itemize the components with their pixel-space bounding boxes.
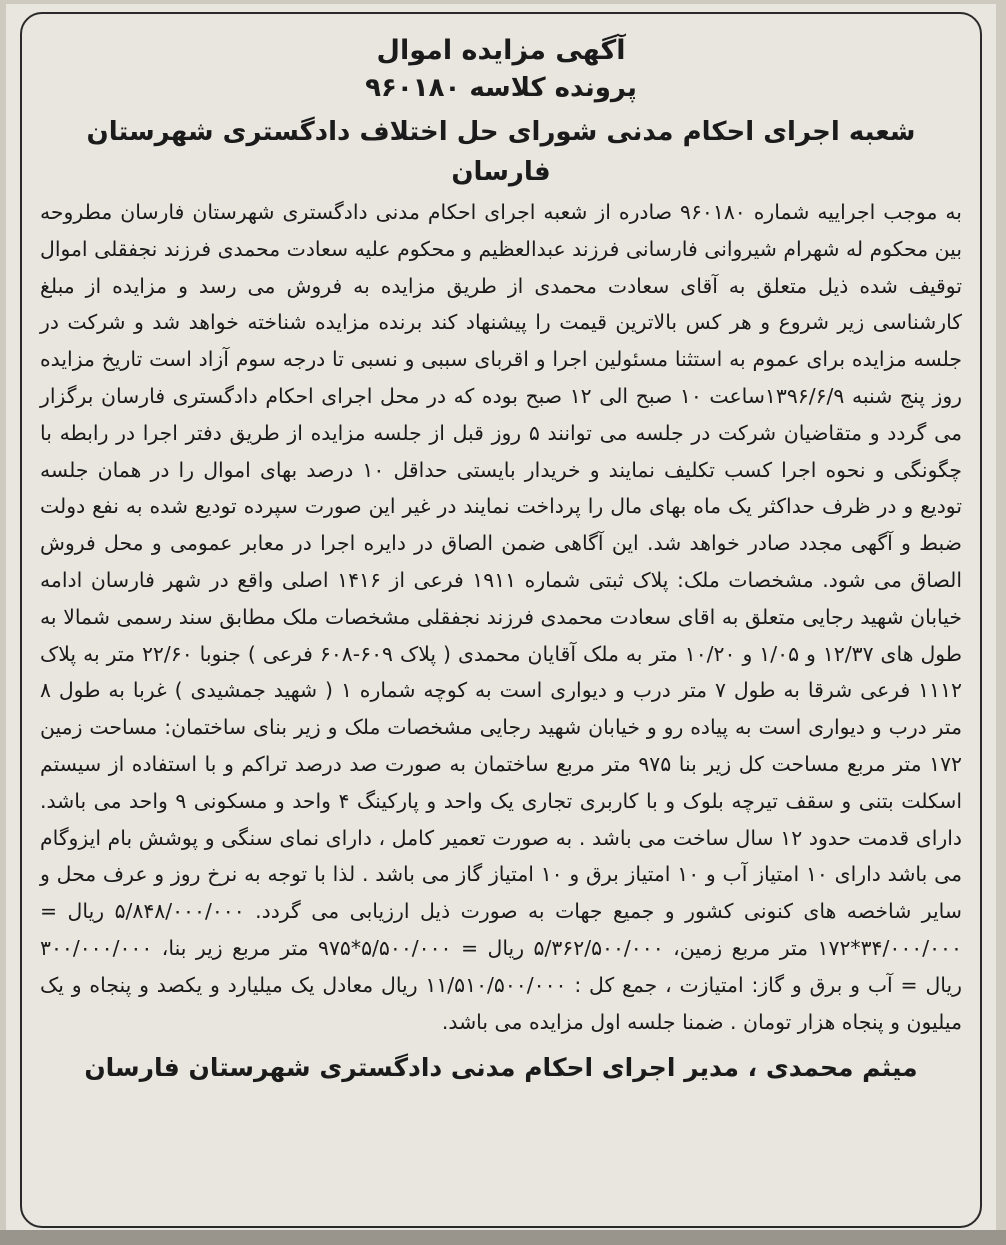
notice-title: آگهی مزایده اموال <box>376 35 626 66</box>
branch-heading: شعبه اجرای احکام مدنی شورای حل اختلاف دادگستری شهرستان فارسان <box>86 117 916 187</box>
newspaper-clipping <box>6 4 996 1236</box>
page-edge-shadow <box>0 1230 1006 1245</box>
notice-frame <box>20 12 982 1228</box>
file-number: پرونده کلاسه ۹۶۰۱۸۰ <box>365 73 637 103</box>
signature-line: میثم محمدی ، مدیر اجرای احکام مدنی دادگستری شهرستان فارسان <box>84 1053 918 1083</box>
notice-body: به موجب اجراییه شماره ۹۶۰۱۸۰ صادره از شعبه اجرای احکام مدنی دادگستری شهرستان فارسان مطروحه بین محکوم له شهرام شیروانی فارسانی فرزند عبدالعظیم و محکوم علیه سعادت محمدی فرزند نجفقلی اموال توقیف شده ذیل متعلق به آقای سعادت محمدی از طریق مزایده به فروش می رسد و مزایده از مبلغ کارشناسی زیر شروع و هر کس بالاترین قیمت را پیشنهاد کند برنده مزایده شناخته خواهد شد و شرکت در جلسه مزایده برای عموم به استثنا مسئولین اجرا و اقربای سببی و نسبی تا درجه سوم آزاد است تاریخ مزایده روز پنج شنبه ۱۳۹۶/۶/۹ساعت ۱۰ صبح الی ۱۲ صبح بوده که در محل اجرای احکام دادگستری فارسان برگزار می گردد و متقاضیان شرکت در جلسه می توانند ۵ روز قبل از جلسه مزایده از طریق دفتر اجرا در رابطه با چگونگی و نحوه اجرا کسب تکلیف نمایند و خریدار بایستی حداقل ۱۰ درصد بهای اموال را در همان جلسه تودیع و در ظرف حداکثر یک ماه بهای مال را پرداخت نمایند در غیر این صورت سپرده تودیع شده به نفع دولت ضبط و آگهی مجدد صادر خواهد شد. این آگاهی ضمن الصاق در دایره اجرا در معابر عمومی و محل فروش الصاق می شود. مشخصات ملک: پلاک ثبتی شماره ۱۹۱۱ فرعی از ۱۴۱۶ اصلی واقع در شهر فارسان ادامه خیابان شهید رجایی متعلق به اقای سعادت محمدی فرزند نجفقلی مشخصات ملک مطابق سند رسمی شمالا به طول های ۱۲/۳۷ و ۱/۰۵ و ۱۰/۲۰ متر به ملک آقایان محمدی ( پلاک ۶۰۹-۶۰۸ فرعی ) جنوبا ۲۲/۶۰ متر به پلاک ۱۱۱۲ فرعی شرقا به طول ۷ متر درب و دیواری است به کوچه شماره ۱ ( شهید جمشیدی ) غربا به طول ۸ متر درب و دیواری است به پیاده رو و خیابان شهید رجایی مشخصات ملک و زیر بنای ساختمان: مساحت زمین ۱۷۲ متر مربع مساحت کل زیر بنا ۹۷۵ متر مربع ساختمان به صورت صد درصد تراکم و با استفاده از سیستم اسکلت بتنی و سقف تیرچه بلوک و با کاربری تجاری یک واحد و پارکینگ ۴ واحد و مسکونی ۹ واحد می باشد. دارای قدمت حدود ۱۲ سال ساخت می باشد . به صورت تعمیر کامل ، دارای نمای سنگی و پوشش بام ایزوگام می باشد دارای ۱۰ امتیاز آب و ۱۰ امتیاز برق و ۱۰ امتیاز گاز می باشد . لذا با توجه به نرخ روز و عرف محل و سایر شاخصه های کنونی کشور و جمیع جهات به صورت ذیل ارزیابی می گردد. ۵/۸۴۸/۰۰۰/۰۰۰ ریال = ۳۴/۰۰۰/۰۰۰*۱۷۲ متر مربع زمین، ۵/۳۶۲/۵۰۰/۰۰۰ ریال = ۵/۵۰۰/۰۰۰*۹۷۵ متر مربع زیر بنا، ۳۰۰/۰۰۰/۰۰۰ ریال = آب و برق و گاز: امتیازت ، جمع کل : ۱۱/۵۱۰/۵۰۰/۰۰۰ ریال معادل یک میلیارد و یکصد و پنجاه و یک میلیون و پنجاه هزار تومان . ضمنا جلسه اول مزایده می باشد. <box>40 200 963 1034</box>
